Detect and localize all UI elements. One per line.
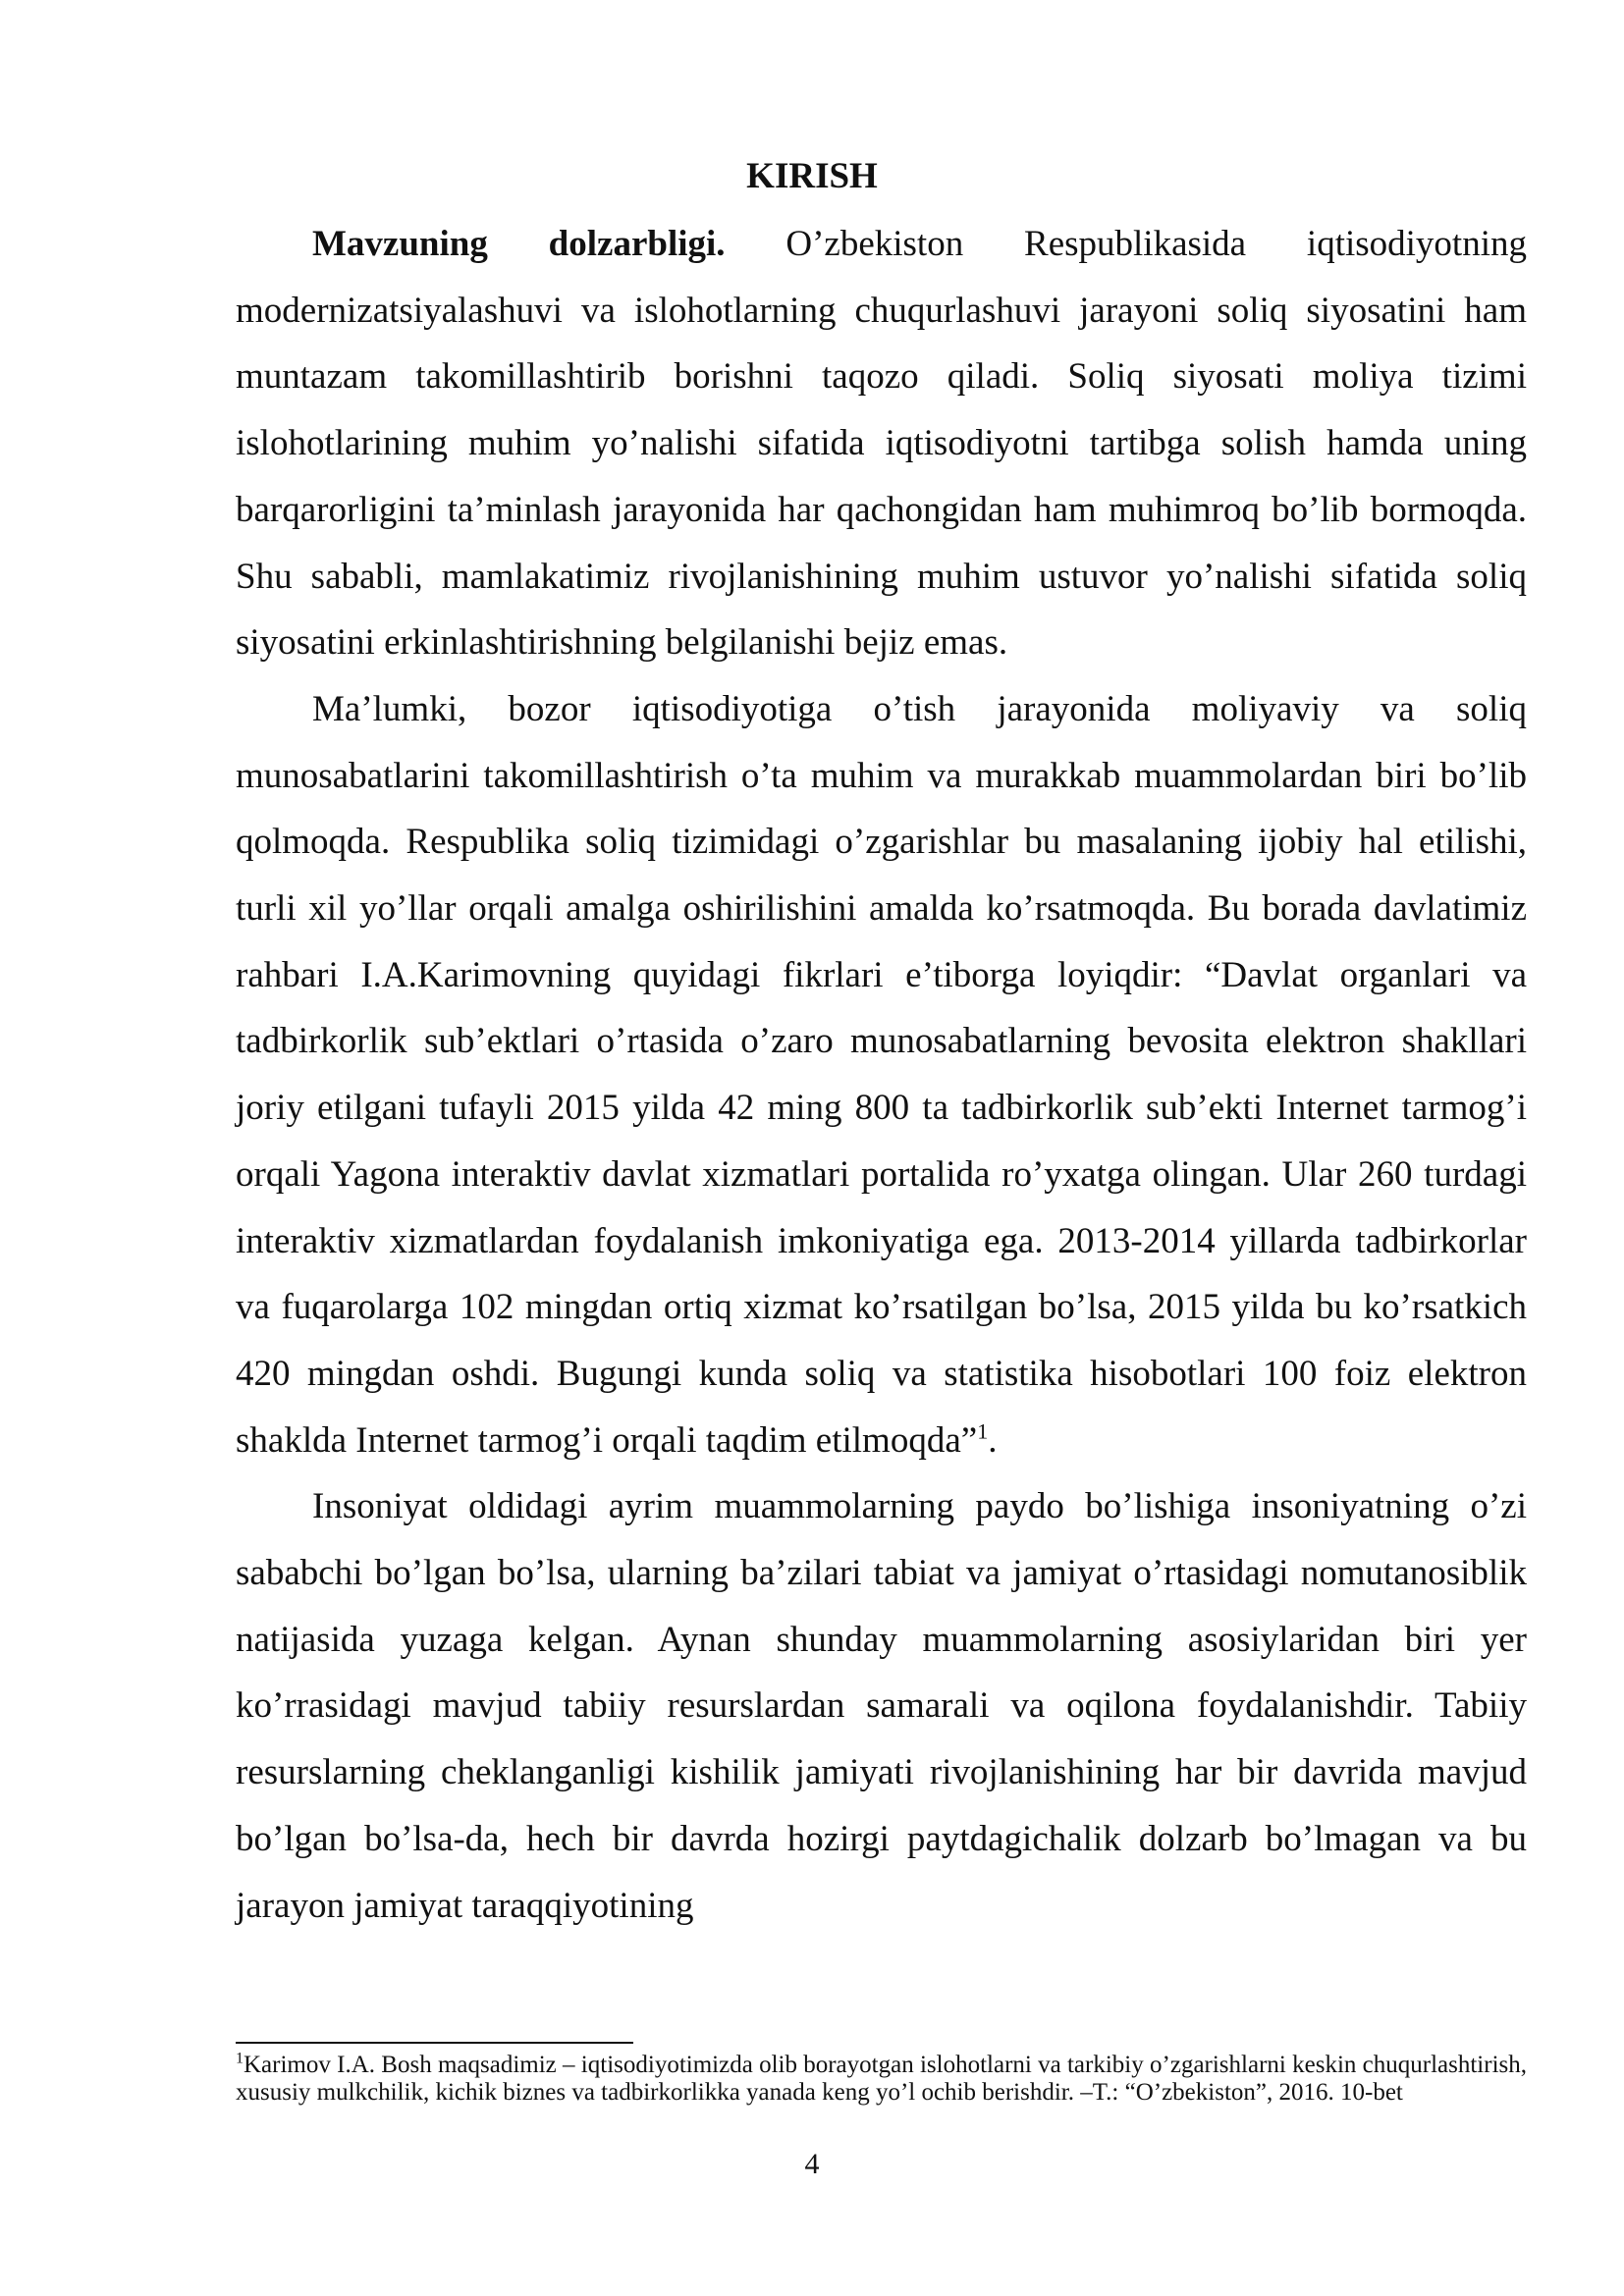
footnote-separator: [236, 2042, 633, 2044]
page-heading: KIRISH: [746, 156, 878, 196]
paragraph-text: O’zbekiston Respublikasida iqtisodiyotning modernizatsiyalashuvi va islohotlarning chuqurlashuvi jarayoni soliq siyosatini ham muntazam takomillashtirib borishni taqozo qiladi. Soliq siyosati moliya tizimi islohotlarining muhim yo’nalishi sifatida iqtisodiyotni tartibga solish hamda uning barqarorligini ta’minlash jarayonida har qachongidan ham muhimroq bo’lib bormoqda. Shu sababli, mamlakatimiz rivojlanishining muhim ustuvor yo’nalishi sifatida soliq siyosatini erkinlashtirishning belgilanishi bejiz emas.: [236, 224, 1527, 664]
footnote-reference[interactable]: 1: [977, 1418, 989, 1444]
paragraph-tax-relations: [236, 676, 1527, 1473]
paragraph-lead-title: Mavzuning dolzarbligi.: [312, 224, 726, 264]
footnote-marker: 1: [236, 2050, 244, 2067]
paragraph-relevance: [236, 211, 1527, 676]
body-text: [236, 211, 1527, 1939]
paragraph-tail: .: [988, 1419, 998, 1461]
footnote-text: Karimov I.A. Bosh maqsadimiz – iqtisodiyotimizda olib borayotgan islohotlarni va tarkibiy o’zgarishlarni keskin chuqurlashtirish, xususiy mulkchilik, kichik biznes va tadbirkorlikka yanada keng yo’l ochib berishdir. –T.: “O’zbekiston”, 2016. 10-bet: [236, 2052, 1527, 2106]
paragraph-text: Ma’lumki, bozor iqtisodiyotiga o’tish jarayonida moliyaviy va soliq munosabatlarini takomillashtirish o’ta muhim va murakkab muammolardan biri bo’lib qolmoqda. Respublika soliq tizimidagi o’zgarishlar bu masalaning ijobiy hal etilishi, turli xil yo’llar orqali amalga oshirilishini amalda ko’rsatmoqda. Bu borada davlatimiz rahbari I.A.Karimovning quyidagi fikrlari e’tiborga loyiqdir: “Davlat organlari va tadbirkorlik sub’ektlari o’rtasida o’zaro munosabatlarning bevosita elektron shakllari joriy etilgani tufayli 2015 yilda 42 ming 800 ta tadbirkorlik sub’ekti Internet tarmog’i orqali Yagona interaktiv davlat xizmatlari portalida ro’yxatga olingan. Ular 260 turdagi interaktiv xizmatlardan foydalanish imkoniyatiga ega. 2013-2014 yillarda tadbirkorlar va fuqarolarga 102 mingdan ortiq xizmat ko’rsatilgan bo’lsa, 2015 yilda bu ko’rsatkich 420 mingdan oshdi. Bugungi kunda soliq va statistika hisobotlari 100 foiz elektron shaklda Internet tarmog’i orqali taqdim etilmoqda”: [236, 688, 1527, 1461]
footnote: [236, 2052, 1527, 2107]
page-number: 4: [804, 2148, 820, 2180]
paragraph-text: Insoniyat oldidagi ayrim muammolarning paydo bo’lishiga insoniyatning o’zi sababchi bo’lgan bo’lsa, ularning ba’zilari tabiat va jamiyat o’rtasidagi nomutanosiblik natijasida yuzaga kelgan. Aynan shunday muammolarning asosiylaridan biri yer ko’rrasidagi mavjud tabiiy resurslardan samarali va oqilona foydalanishdir. Tabiiy resurslarning cheklanganligi kishilik jamiyati rivojlanishining har bir davrida mavjud bo’lgan bo’lsa-da, hech bir davrda hozirgi paytdagichalik dolzarb bo’lmagan va bu jarayon jamiyat taraqqiyotining: [236, 1486, 1527, 1926]
paragraph-natural-resources: [236, 1473, 1527, 1939]
